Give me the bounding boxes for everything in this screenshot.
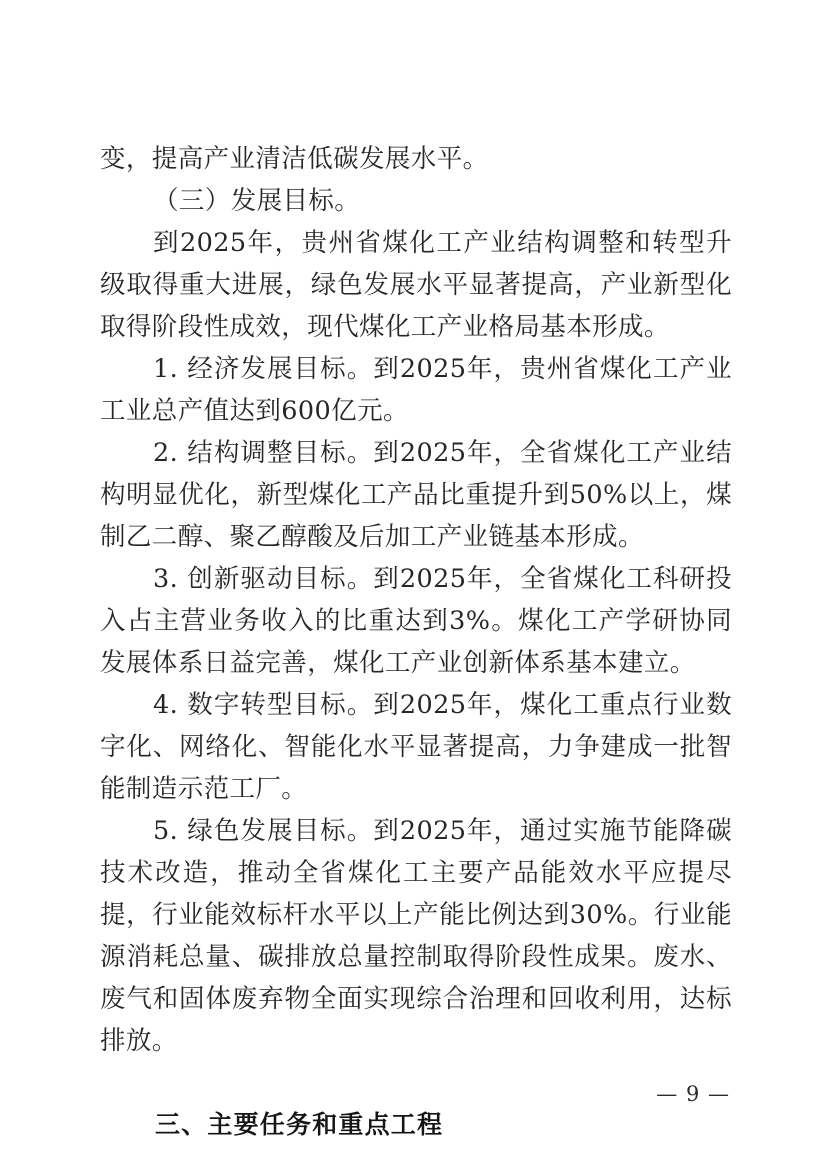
document-body [100, 138, 732, 1146]
paragraph-goal-1-economy: 1. 经济发展目标。到2025年，贵州省煤化工产业工业总产值达到600亿元。 [100, 354, 732, 426]
paragraph-carry-over: 变，提高产业清洁低碳发展水平。 [100, 144, 489, 174]
paragraph-goal-4-digital: 4. 数字转型目标。到2025年，煤化工重点行业数字化、网络化、智能化水平显著提高，力争建成一批智能制造示范工厂。 [100, 690, 732, 804]
paragraph-section-3-title: （三）发展目标。 [153, 186, 361, 216]
page-number: — 9 — [656, 1082, 730, 1106]
section-heading-three: 三、主要任务和重点工程 [155, 1110, 444, 1139]
paragraph-goal-3-innovation: 3. 创新驱动目标。到2025年，全省煤化工科研投入占主营业务收入的比重达到3%。煤化工产学研协同发展体系日益完善，煤化工产业创新体系基本建立。 [100, 564, 732, 678]
paragraph-goal-5-green: 5. 绿色发展目标。到2025年，通过实施节能降碳技术改造，推动全省煤化工主要产品能效水平应提尽提，行业能效标杆水平以上产能比例达到30%。行业能源消耗总量、碳排放总量控制取得阶段性成果。废水、废气和固体废弃物全面实现综合治理和回收利用，达标排放。 [100, 816, 732, 1056]
paragraph-goal-2-structure: 2. 结构调整目标。到2025年，全省煤化工产业结构明显优化，新型煤化工产品比重提升到50%以上，煤制乙二醇、聚乙醇酸及后加工产业链基本形成。 [100, 438, 732, 552]
paragraph-overall-goal: 到2025年，贵州省煤化工产业结构调整和转型升级取得重大进展，绿色发展水平显著提高，产业新型化取得阶段性成效，现代煤化工产业格局基本形成。 [100, 228, 732, 342]
